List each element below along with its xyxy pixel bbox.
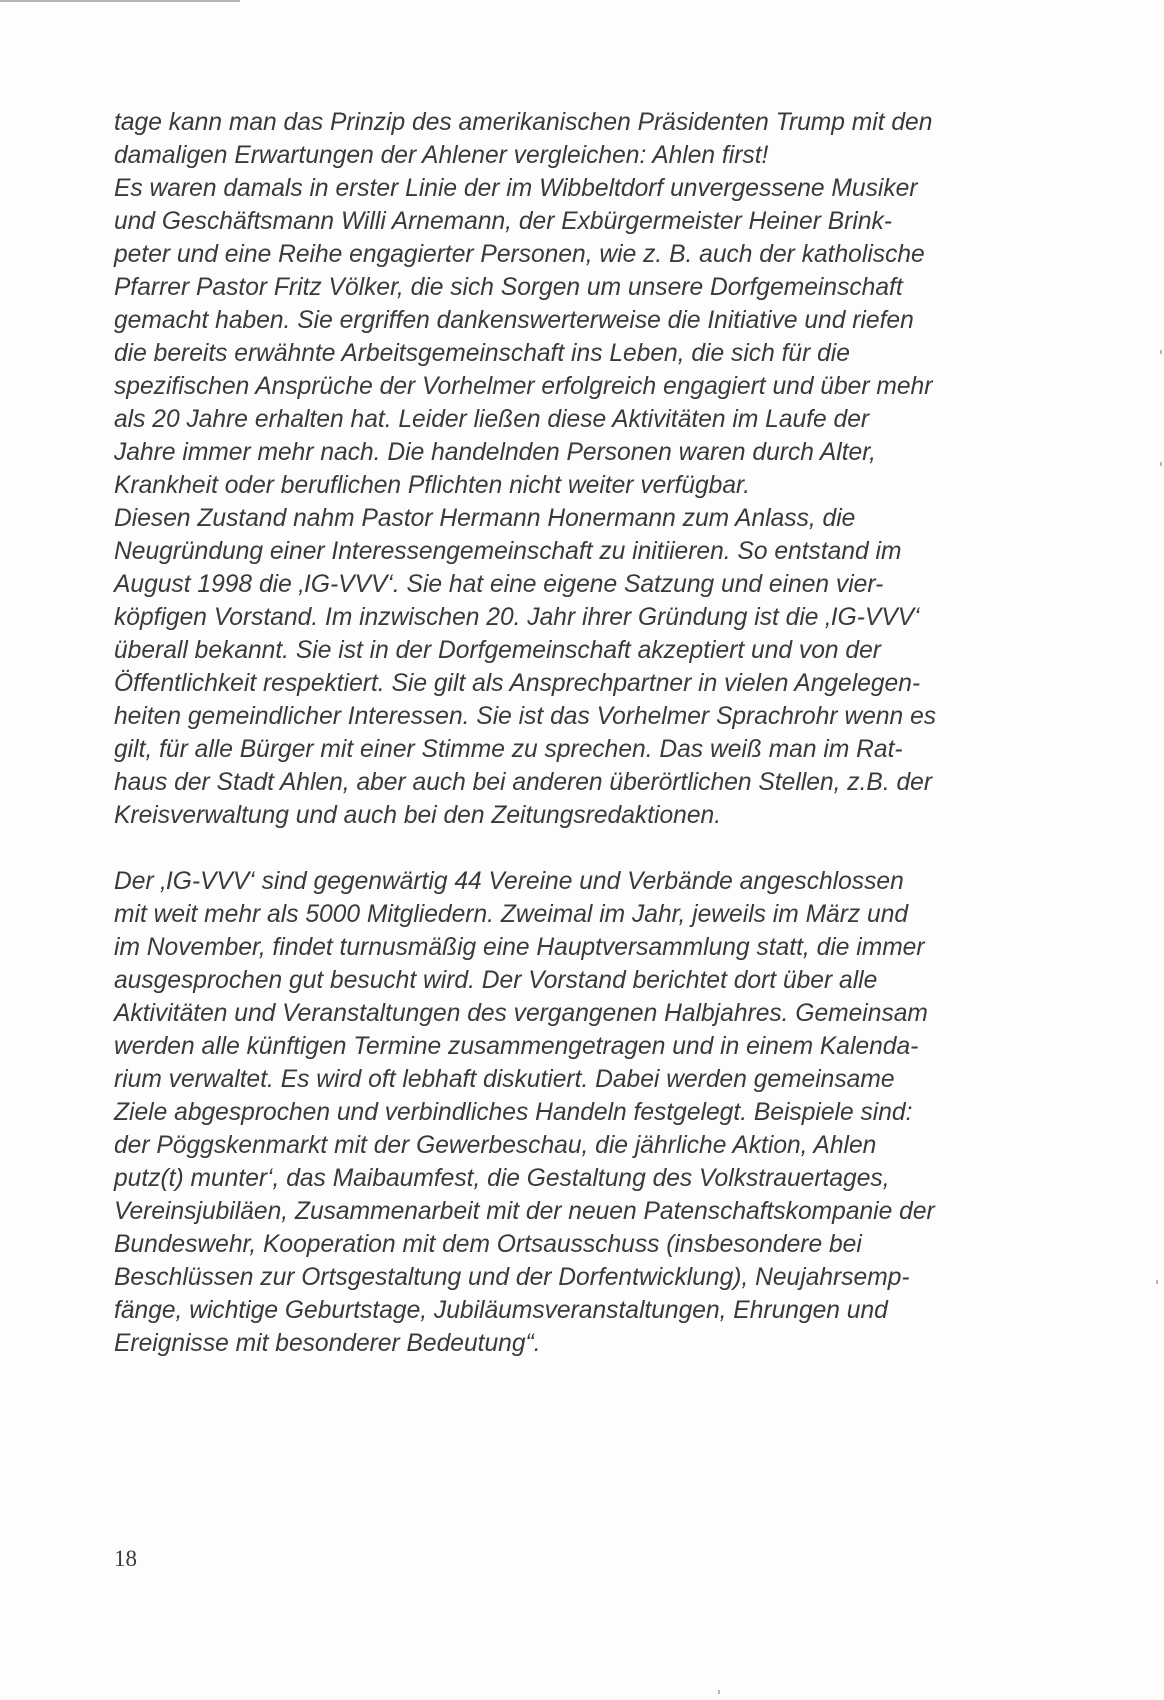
- paragraph-1: [114, 106, 1074, 832]
- text-line: Neugründung einer Interessengemeinschaft zu initiieren. So entstand im: [114, 538, 902, 565]
- text-line: Öffentlichkeit respektiert. Sie gilt als Ansprechpartner in vielen Angelegen-: [114, 670, 921, 697]
- text-line: Krankheit oder beruflichen Pflichten nicht weiter verfügbar.: [114, 472, 751, 499]
- text-line: rium verwaltet. Es wird oft lebhaft diskutiert. Dabei werden gemeinsame: [114, 1066, 895, 1093]
- text-line: Ereignisse mit besonderer Bedeutung“.: [114, 1330, 541, 1357]
- text-line: die bereits erwähnte Arbeitsgemeinschaft ins Leben, die sich für die: [114, 340, 850, 367]
- text-line: köpfigen Vorstand. Im inzwischen 20. Jahr ihrer Gründung ist die ‚IG-VVV‘: [114, 604, 920, 631]
- text-line: Jahre immer mehr nach. Die handelnden Personen waren durch Alter,: [114, 439, 876, 466]
- text-line: tage kann man das Prinzip des amerikanischen Präsidenten Trump mit den: [114, 109, 933, 136]
- paragraph-gap: [114, 832, 1074, 865]
- text-line: Beschlüssen zur Ortsgestaltung und der Dorfentwicklung), Neujahrsemp-: [114, 1264, 910, 1291]
- text-line: werden alle künftigen Termine zusammengetragen und in einem Kalenda-: [114, 1033, 919, 1060]
- text-line: Kreisverwaltung und auch bei den Zeitungsredaktionen.: [114, 802, 722, 829]
- text-line: gemacht haben. Sie ergriffen dankenswerterweise die Initiative und riefen: [114, 307, 914, 334]
- scan-speck: [1160, 462, 1162, 466]
- body-text: [114, 106, 1074, 1360]
- text-line: Aktivitäten und Veranstaltungen des vergangenen Halbjahres. Gemeinsam: [114, 1000, 928, 1027]
- text-line: der Pöggskenmarkt mit der Gewerbeschau, die jährliche Aktion, Ahlen: [114, 1132, 877, 1159]
- text-line: Bundeswehr, Kooperation mit dem Ortsausschuss (insbesondere bei: [114, 1231, 862, 1258]
- text-line: und Geschäftsmann Willi Arnemann, der Exbürgermeister Heiner Brink-: [114, 208, 892, 235]
- text-line: Ziele abgesprochen und verbindliches Handeln festgelegt. Beispiele sind:: [114, 1099, 913, 1126]
- scan-speck: [718, 1690, 720, 1694]
- text-line: heiten gemeindlicher Interessen. Sie ist das Vorhelmer Sprachrohr wenn es: [114, 703, 937, 730]
- text-line: mit weit mehr als 5000 Mitgliedern. Zweimal im Jahr, jeweils im März und: [114, 901, 909, 928]
- scan-speck: [1156, 1280, 1158, 1284]
- text-line: Es waren damals in erster Linie der im Wibbeltdorf unvergessene Musiker: [114, 175, 918, 202]
- text-line: als 20 Jahre erhalten hat. Leider ließen diese Aktivitäten im Laufe der: [114, 406, 870, 433]
- text-line: fänge, wichtige Geburtstage, Jubiläumsveranstaltungen, Ehrungen und: [114, 1297, 888, 1324]
- text-line: spezifischen Ansprüche der Vorhelmer erfolgreich engagiert und über mehr: [114, 373, 933, 400]
- text-line: haus der Stadt Ahlen, aber auch bei anderen überörtlichen Stellen, z.B. der: [114, 769, 933, 796]
- text-line: im November, findet turnusmäßig eine Hauptversammlung statt, die immer: [114, 934, 925, 961]
- text-line: Vereinsjubiläen, Zusammenarbeit mit der neuen Patenschaftskompanie der: [114, 1198, 935, 1225]
- text-line: Pfarrer Pastor Fritz Völker, die sich Sorgen um unsere Dorfgemeinschaft: [114, 274, 903, 301]
- text-line: peter und eine Reihe engagierter Personen, wie z. B. auch der katholische: [114, 241, 925, 268]
- text-line: gilt, für alle Bürger mit einer Stimme zu sprechen. Das weiß man im Rat-: [114, 736, 903, 763]
- text-line: putz(t) munter‘, das Maibaumfest, die Gestaltung des Volkstrauertages,: [114, 1165, 890, 1192]
- scan-speck: [1160, 350, 1162, 354]
- paragraph-2: [114, 865, 1074, 1360]
- text-line: überall bekannt. Sie ist in der Dorfgemeinschaft akzeptiert und von der: [114, 637, 881, 664]
- text-line: Der ‚IG-VVV‘ sind gegenwärtig 44 Vereine und Verbände angeschlossen: [114, 868, 904, 895]
- scan-edge-line: [0, 0, 240, 2]
- text-line: damaligen Erwartungen der Ahlener vergleichen: Ahlen first!: [114, 142, 769, 169]
- page-number: 18: [114, 1546, 137, 1571]
- text-line: August 1998 die ‚IG-VVV‘. Sie hat eine eigene Satzung und einen vier-: [114, 571, 884, 598]
- text-line: ausgesprochen gut besucht wird. Der Vorstand berichtet dort über alle: [114, 967, 878, 994]
- text-line: Diesen Zustand nahm Pastor Hermann Honermann zum Anlass, die: [114, 505, 856, 532]
